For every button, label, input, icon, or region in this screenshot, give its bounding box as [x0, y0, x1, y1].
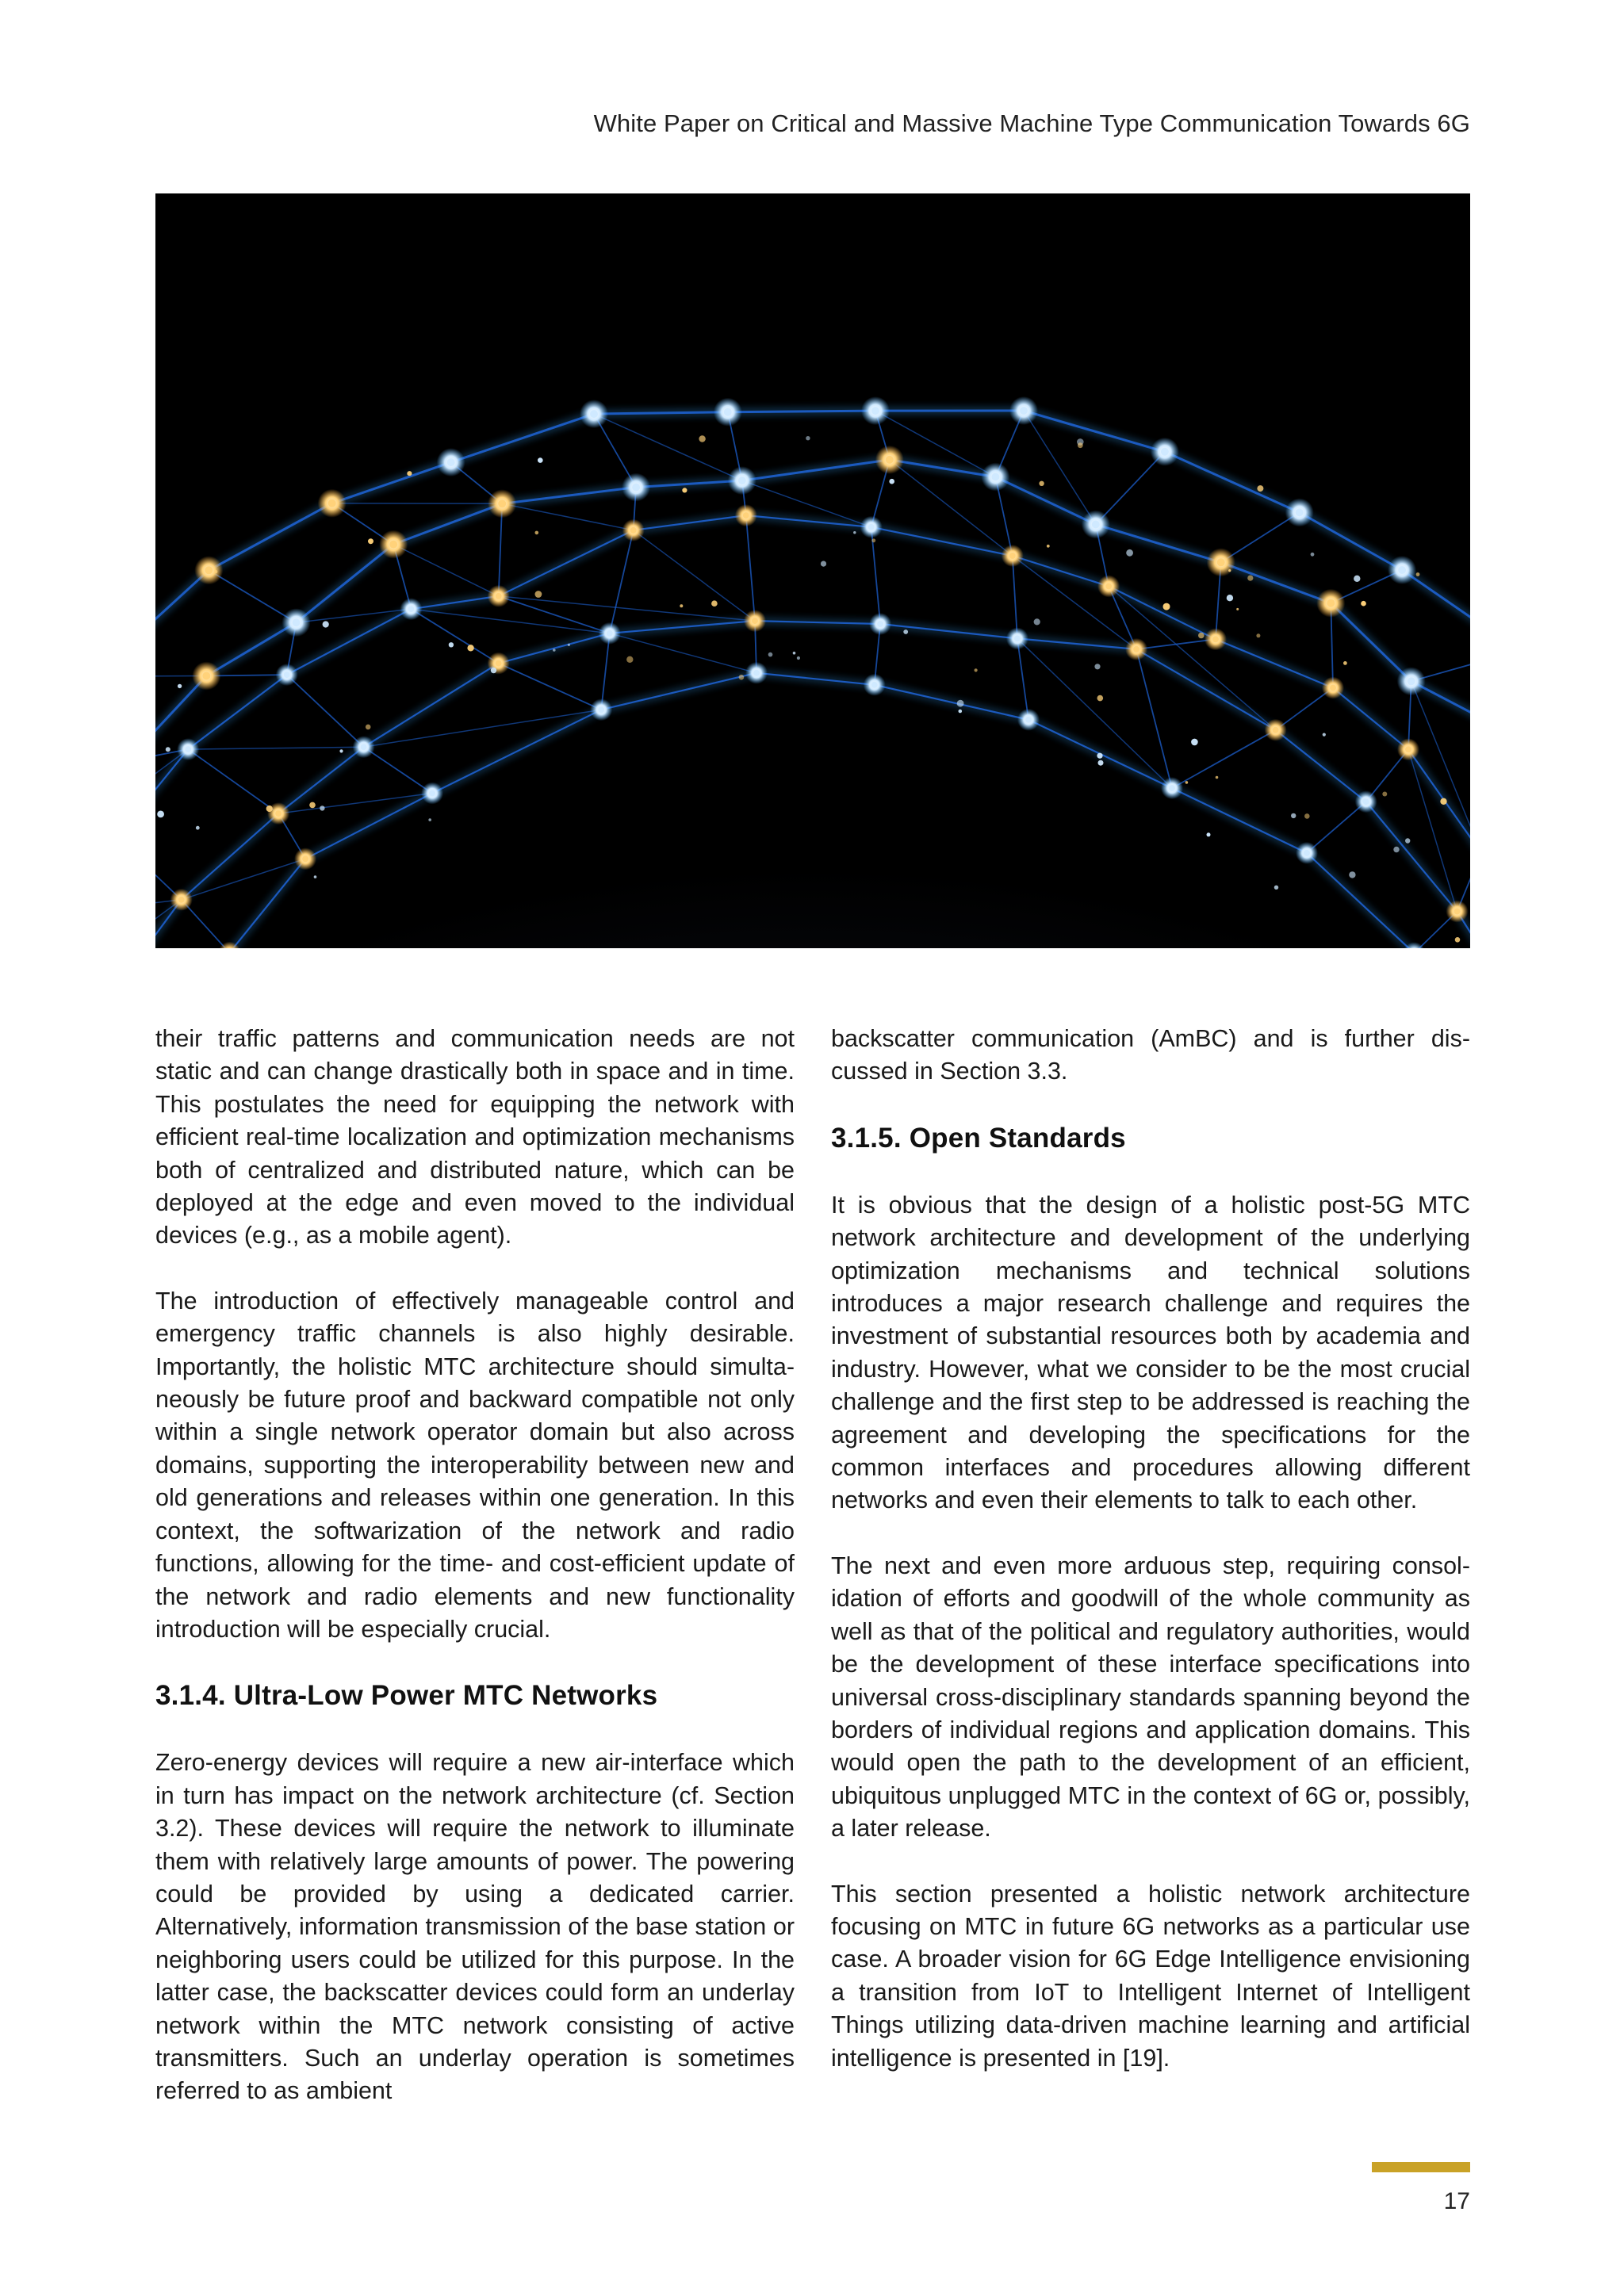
network-node-core: [598, 706, 604, 713]
network-link: [332, 503, 503, 504]
network-node-core: [389, 541, 397, 549]
page-number: 17: [1443, 2188, 1470, 2214]
network-sparkle: [1257, 485, 1263, 492]
network-node-core: [1327, 599, 1335, 607]
body-paragraph: Zero-energy devices will require a new air-interface which in turn has impact on the network architecture (cf. Section 3.2). These devices will require the network to illuminate them with relatively large amounts of power. The powering could be provided by using a dedicated carrier. Alternatively, information transmission of the base station or neighboring users could be utilized for this purpose. In the latter case, the backscatter devices could form an underlay network within the MTC network consisting of active transmitters. Such an underlay operation is sometimes referred to as ambient: [155, 1749, 795, 2105]
network-sparkle: [1097, 695, 1104, 702]
network-sparkle: [449, 642, 454, 647]
network-sparkle: [1416, 572, 1420, 576]
network-sparkle: [1304, 813, 1310, 819]
network-node-core: [293, 618, 301, 626]
network-sparkle: [1362, 798, 1367, 803]
network-sparkle: [309, 802, 316, 809]
network-node-core: [496, 593, 502, 599]
network-node-core: [1105, 583, 1112, 589]
network-sparkle: [1405, 838, 1410, 843]
network-sparkle: [320, 806, 324, 810]
network-node-core: [1009, 553, 1016, 559]
body-paragraph: their traffic patterns and communication needs are not static and can change drastically both in space and in time. This postulates the need for equipping the network with efficient real-time localization and optimization mechanisms both of centralized and distributed nature, which can be deployed at the edge and even moved to the individual devices (e.g., as a mobile agent).: [155, 1025, 795, 1249]
network-sparkle: [853, 531, 856, 534]
body-paragraph: It is obvious that the design of a holistic post-5G MTC network architecture and development of the underlying optimization mechanisms and technical solutions introduces a major research challenge and requires the investment of substantial resources both by academia and industry. However, what we consider to be the most crucial challenge and the first step to be addressed is reaching the agreement and developing the specifications for the common interfaces and procedures allowing different networks and even their elements to talk to each other.: [831, 1191, 1470, 1514]
network-sparkle: [1354, 576, 1360, 582]
network-sparkle: [553, 649, 556, 652]
network-sparkle: [1247, 576, 1253, 581]
network-sparkle: [1098, 760, 1104, 766]
network-sparkle: [1256, 633, 1260, 637]
network-node-core: [408, 606, 414, 612]
network-sparkle: [1191, 739, 1198, 746]
network-node-core: [1398, 566, 1406, 574]
network-sparkle: [1393, 847, 1399, 852]
network-sparkle: [1198, 633, 1205, 639]
network-node-core: [1296, 508, 1304, 516]
network-node-core: [1025, 717, 1032, 723]
network-sparkle: [1126, 549, 1133, 557]
network-sparkle: [1274, 886, 1278, 890]
network-node-core: [871, 682, 878, 688]
network-node-core: [743, 512, 749, 519]
network-sparkle: [1236, 608, 1239, 610]
network-sparkle: [1343, 661, 1347, 665]
network-sparkle: [323, 621, 329, 627]
network-sparkle: [959, 710, 963, 714]
network-sparkle: [975, 668, 978, 672]
network-node-core: [590, 410, 598, 418]
network-sparkle: [314, 875, 317, 878]
network-node-core: [1217, 558, 1225, 566]
network-node-core: [284, 672, 290, 678]
network-sparkle: [568, 644, 570, 646]
network-node-core: [1405, 746, 1411, 752]
network-sparkle: [407, 471, 412, 476]
network-sparkle: [157, 811, 164, 818]
network-sparkle: [793, 652, 796, 655]
network-sparkle: [1207, 832, 1211, 836]
network-sparkle: [797, 656, 800, 660]
network-node-core: [871, 407, 879, 415]
network-node-core: [868, 524, 875, 530]
network-node-core: [630, 527, 637, 534]
network-sparkle: [1185, 781, 1189, 784]
network-node-core: [991, 473, 999, 481]
network-sparkle: [366, 725, 371, 730]
network-node-core: [447, 458, 455, 466]
network-sparkle: [903, 629, 908, 634]
network-sparkle: [711, 600, 718, 607]
network-node-core: [1161, 448, 1169, 456]
network-sparkle: [1227, 595, 1233, 601]
body-paragraph: backscatter communication (AmBC) and is further discussed in Section 3.3.: [831, 1025, 1470, 1085]
network-sparkle: [1323, 733, 1326, 737]
network-node-core: [877, 621, 883, 627]
network-sparkle: [266, 806, 273, 812]
section-heading-3-1-4: 3.1.4. Ultra-Low Power MTC Networks: [155, 1680, 658, 1712]
network-sparkle: [538, 457, 543, 463]
network-globe-illustration: [155, 193, 1470, 948]
body-paragraph: This section presented a holistic network architecture focusing on MTC in future 6G networks as a particular use case. A broader vision for 6G Edge Intelligence envisioning a transition from IoT to Intelligent Internet of Intelligent Things utilizing data-driven machine learning and artificial intelligence is presented in [19].: [831, 1880, 1470, 2072]
network-sparkle: [889, 479, 894, 484]
network-sparkle: [1382, 792, 1387, 797]
network-sparkle: [1039, 481, 1044, 486]
network-sparkle: [699, 435, 705, 442]
network-node-core: [753, 670, 760, 676]
network-sparkle: [626, 656, 633, 663]
network-sparkle: [1094, 664, 1100, 669]
network-sparkle: [1349, 871, 1355, 878]
network-node-core: [1133, 646, 1139, 652]
hero-network-image: [155, 193, 1470, 948]
network-sparkle: [1047, 545, 1050, 548]
network-node-core: [607, 630, 613, 637]
network-sparkle: [535, 591, 542, 598]
network-node-core: [361, 744, 367, 750]
network-node-core: [1408, 677, 1415, 685]
network-node-core: [202, 672, 210, 680]
network-sparkle: [535, 531, 539, 535]
network-sparkle: [368, 538, 373, 544]
network-sparkle: [1097, 753, 1102, 759]
network-node-core: [302, 855, 308, 862]
right-column: [831, 1023, 1470, 2107]
left-column: [155, 1023, 795, 2141]
network-sparkle: [178, 684, 182, 688]
network-sparkle: [1455, 937, 1461, 943]
network-node-core: [429, 790, 435, 797]
network-sparkle: [467, 645, 473, 651]
network-node-core: [724, 408, 732, 416]
network-node-core: [185, 746, 191, 752]
network-sparkle: [1034, 618, 1040, 625]
network-node-core: [1020, 407, 1028, 415]
network-node-core: [498, 499, 506, 507]
network-sparkle: [1440, 798, 1446, 805]
network-node-core: [328, 499, 336, 507]
network-node-core: [632, 484, 640, 492]
network-node-core: [1304, 850, 1310, 856]
network-node-core: [1014, 635, 1021, 641]
body-paragraph: The next and even more arduous step, requiring consolidation of efforts and goodwill of the whole community as well as that of the political and regulatory authorities, would be the development of these interface specifications into universal cross-disciplinary standards spanning beyond the borders of individual regions and application domains. This would open the path to the development of an efficient, ubiquitous unplugged MTC in the context of 6G or, possibly, a later release.: [831, 1552, 1470, 1843]
network-node-core: [886, 456, 894, 464]
network-sparkle: [428, 818, 431, 821]
network-sparkle: [166, 747, 170, 752]
section-heading-3-1-5: 3.1.5. Open Standards: [831, 1122, 1126, 1154]
network-sparkle: [1291, 813, 1296, 818]
network-sparkle: [957, 700, 964, 707]
network-node-core: [1212, 636, 1219, 642]
network-node-core: [496, 660, 502, 667]
body-paragraph: The introduction of effectively manageable control and emergency traffic channels is also highly desirable. Importantly, the holistic MTC architecture should simultaneously be future proof and backward compatible not only within a single network operator domain but also across domains, supporting the interoperability between new and old generations and releases within one generation. In this context, the softwarization of the network and radio functions, allowing for the time- and cost-efficient update of the network and radio elements and new functionality introduction will be especially crucial.: [155, 1287, 795, 1643]
network-sparkle: [1078, 442, 1083, 448]
network-node-core: [205, 566, 213, 574]
network-sparkle: [196, 826, 200, 830]
network-sparkle: [806, 436, 810, 440]
network-node-core: [178, 897, 185, 903]
network-sparkle: [682, 488, 687, 492]
network-node-core: [275, 810, 282, 817]
network-node-core: [1092, 521, 1100, 529]
network-sparkle: [491, 668, 496, 673]
network-sparkle: [1216, 776, 1219, 779]
network-sparkle: [821, 561, 826, 567]
network-sparkle: [339, 749, 343, 752]
network-node-core: [1454, 909, 1461, 915]
network-sparkle: [1228, 569, 1231, 572]
network-link: [728, 411, 875, 412]
network-sparkle: [871, 538, 875, 542]
network-node-core: [1330, 685, 1336, 691]
network-node-core: [752, 618, 758, 624]
network-sparkle: [1163, 603, 1170, 610]
network-node-core: [1273, 727, 1279, 733]
network-node-core: [738, 476, 746, 484]
running-header: White Paper on Critical and Massive Machine Type Communication Towards 6G: [593, 109, 1470, 137]
network-sparkle: [768, 652, 773, 657]
network-sparkle: [680, 604, 683, 607]
network-sparkle: [739, 675, 745, 680]
network-sparkle: [1311, 553, 1315, 557]
network-sparkle: [214, 570, 217, 573]
network-sparkle: [1361, 601, 1366, 607]
footer-accent-bar: [1372, 2162, 1470, 2172]
network-node-core: [1169, 785, 1175, 791]
